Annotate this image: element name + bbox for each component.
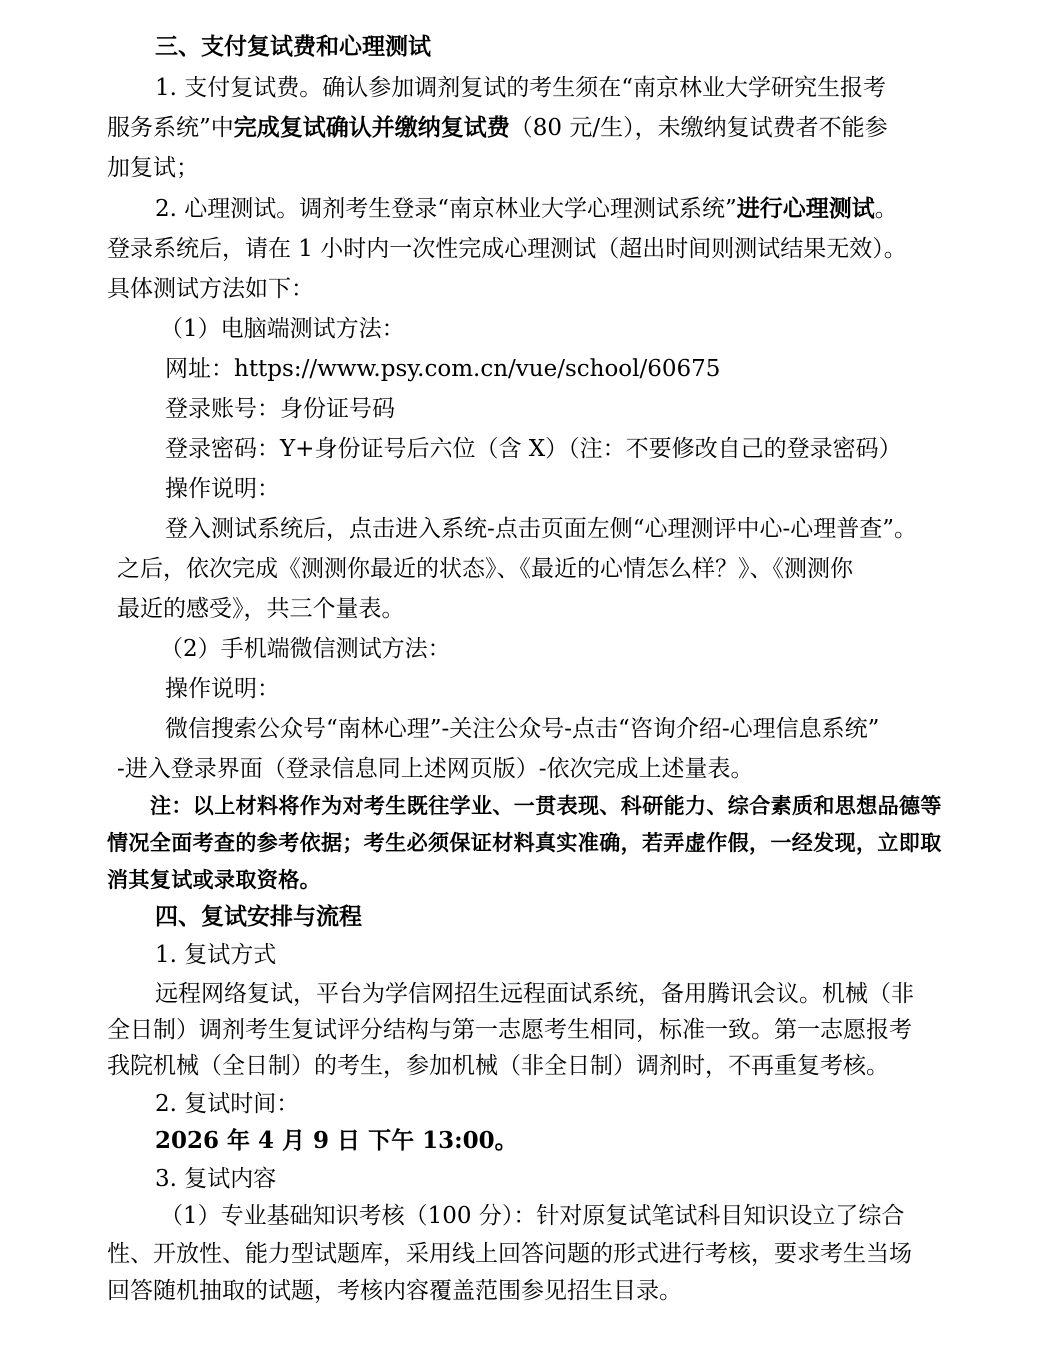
method-title: 1. 复试方式 [155,942,277,968]
time-title: 2. 复试时间： [155,1091,300,1117]
section-3-heading: 三、支付复试费和心理测试 [155,33,431,60]
method-line-3: 我院机械（全日制）的考生，参加机械（非全日制）调剂时，不再重复考核。 [107,1053,889,1079]
note-line-2: 情况全面考查的参考依据；考生必须保证材料真实准确，若弄虚作假，一经发现，立即取 [107,830,942,855]
paragraph-psych-line-1 [155,192,898,226]
pc-op-line-1: 登入测试系统后，点击进入系统-点击页面左侧“心理测评中心-心理普查”。 [165,516,918,542]
pc-url: 网址：https://www.psy.com.cn/vue/school/60675 [165,356,721,382]
mobile-op-line-1: 微信搜索公众号“南林心理”-关注公众号-点击“咨询介绍-心理信息系统” [165,716,880,742]
section-4-heading: 四、复试安排与流程 [155,903,362,930]
method-line-1: 远程网络复试，平台为学信网招生远程面试系统，备用腾讯会议。机械（非 [155,981,914,1007]
note-line-1: 注：以上材料将作为对考生既往学业、一贯表现、科研能力、综合素质和思想品德等 [150,793,942,818]
mobile-method-title: （2）手机端微信测试方法： [160,636,451,662]
content-line-1: （1）专业基础知识考核（100 分）：针对原复试笔试科目知识设立了综合 [160,1203,905,1229]
paragraph-fee-line-3: 加复试； [107,155,199,181]
paragraph-fee-line-2 [107,111,888,145]
pc-op-line-2: 之后，依次完成《测测你最近的状态》、《最近的心情怎么样？》、《测测你 [117,556,853,582]
psych-text-c: 。 [874,196,898,222]
fee-text-c: （80 元/生），未缴纳复试费者不能参 [509,115,888,141]
pc-op-line-3: 最近的感受》，共三个量表。 [117,596,405,622]
content-line-2: 性、开放性、能力型试题库，采用线上回答问题的形式进行考核，要求考生当场 [107,1241,912,1267]
pc-account: 登录账号：身份证号码 [165,396,395,422]
content-title: 3. 复试内容 [155,1166,277,1192]
method-line-2: 全日制）调剂考生复试评分结构与第一志愿考生相同，标准一致。第一志愿报考 [107,1017,912,1043]
psych-text-bold: 进行心理测试 [736,195,875,222]
psych-text-a: 2. 心理测试。调剂考生登录“南京林业大学心理测试系统” [155,196,737,222]
content-line-3: 回答随机抽取的试题，考核内容覆盖范围参见招生目录。 [107,1278,682,1304]
note-line-3: 消其复试或录取资格。 [107,867,321,892]
pc-op-label: 操作说明： [165,476,280,502]
pc-password: 登录密码：Y+身份证号后六位（含 X）（注：不要修改自己的登录密码） [165,436,902,462]
paragraph-psych-line-2: 登录系统后，请在 1 小时内一次性完成心理测试（超出时间则测试结果无效）。 [107,236,907,262]
paragraph-fee-line-1: 1. 支付复试费。确认参加调剂复试的考生须在“南京林业大学研究生报考 [155,75,887,101]
mobile-op-line-2: -进入登录界面（登录信息同上述网页版）-依次完成上述量表。 [117,756,754,782]
paragraph-psych-line-3: 具体测试方法如下： [107,276,314,302]
fee-text-bold: 完成复试确认并缴纳复试费 [233,114,510,141]
pc-method-title: （1）电脑端测试方法： [160,316,405,342]
mobile-op-label: 操作说明： [165,676,280,702]
interview-time: 2026 年 4 月 9 日 下午 13:00。 [155,1127,518,1154]
fee-text-a: 服务系统”中 [107,115,234,141]
